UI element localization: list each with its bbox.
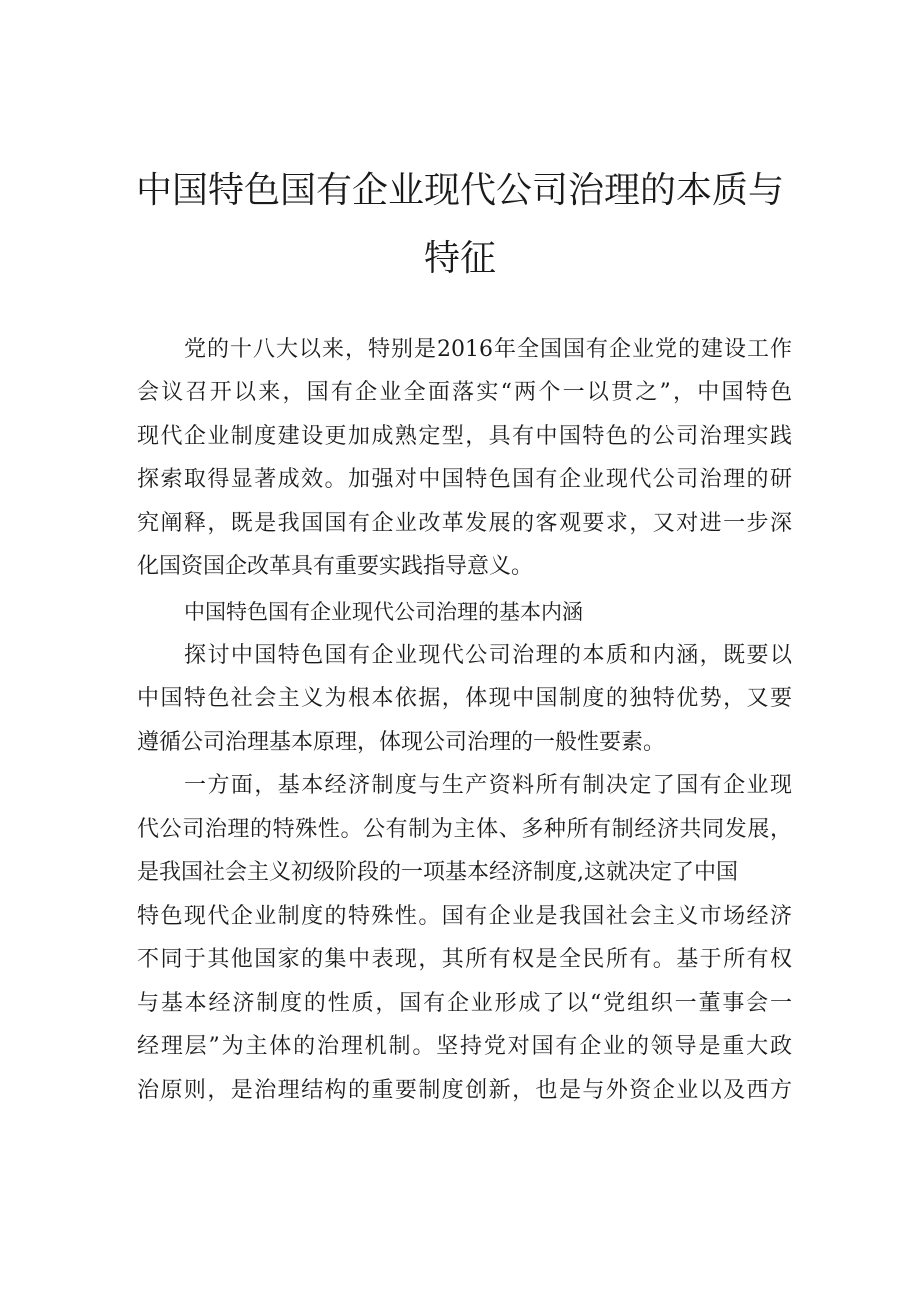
paragraph-3-line-6: 与基本经济制度的性质，国有企业形成了以“党组织一董事会一 xyxy=(137,991,792,1016)
paragraph-1-line-3: 现代企业制度建设更加成熟定型，具有中国特色的公司治理实践 xyxy=(137,424,792,449)
paragraph-1-line-6: 化国资国企改革具有重要实践指导意义。 xyxy=(137,554,534,579)
paragraph-1-line-1: 党的十八大以来，特别是2016年全国国有企业党的建设工作 xyxy=(184,337,792,362)
paragraph-3-line-3: 是我国社会主义初级阶段的一项基本经济制度,这就决定了中国 xyxy=(137,860,738,885)
section-heading: 中国特色国有企业现代公司治理的基本内涵 xyxy=(184,600,583,624)
paragraph-3-line-8: 治原则，是治理结构的重要制度创新，也是与外资企业以及西方 xyxy=(137,1078,792,1103)
paragraph-2-line-1: 探讨中国特色国有企业现代公司治理的本质和内涵，既要以 xyxy=(184,643,792,668)
paragraph-3-line-1: 一方面，基本经济制度与生产资料所有制决定了国有企业现 xyxy=(184,773,792,798)
paragraph-1-line-5: 究阐释，既是我国国有企业改革发展的客观要求，又对进一步深 xyxy=(137,511,792,536)
paragraph-3-line-5: 不同于其他国家的集中表现，其所有权是全民所有。基于所有权 xyxy=(137,947,792,972)
paragraph-2-line-3: 遵循公司治理基本原理，体现公司治理的一般性要素。 xyxy=(137,730,666,755)
paragraph-3-line-4: 特色现代企业制度的特殊性。国有企业是我国社会主义市场经济 xyxy=(137,904,792,929)
paragraph-3-line-7: 经理层”为主体的治理机制。坚持党对国有企业的领导是重大政 xyxy=(137,1034,792,1059)
paragraph-1-line-2: 会议召开以来，国有企业全面落实“两个一以贯之”，中国特色 xyxy=(137,380,792,405)
paragraph-3-line-2: 代公司治理的特殊性。公有制为主体、多种所有制经济共同发展， xyxy=(137,817,792,842)
document-title-line-1: 中国特色国有企业现代公司治理的本质与 xyxy=(135,170,784,211)
document-title-line-2: 特征 xyxy=(423,238,496,279)
paragraph-1-line-4: 探索取得显著成效。加强对中国特色国有企业现代公司治理的研 xyxy=(137,467,792,492)
paragraph-2-line-2: 中国特色社会主义为根本依据，体现中国制度的独特优势，又要 xyxy=(137,686,792,711)
